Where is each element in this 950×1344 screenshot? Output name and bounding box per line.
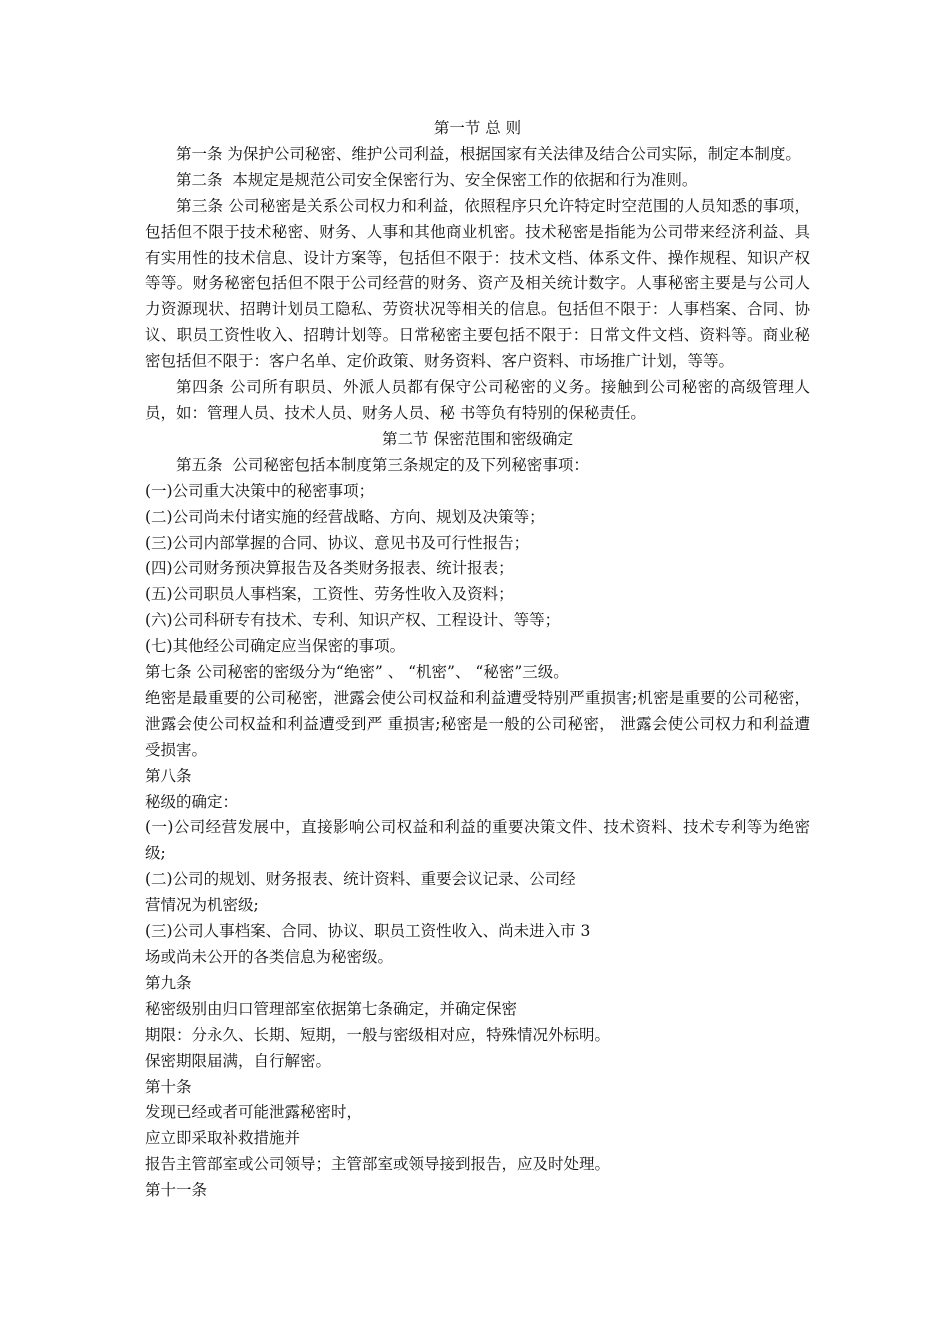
list-item: (四)公司财务预决算报告及各类财务报表、统计报表； xyxy=(145,559,514,578)
document-page xyxy=(145,116,810,1204)
article-9-line-a: 秘密级别由归口管理部室依据第七条确定，并确定保密 xyxy=(145,999,518,1018)
article-8-item-1: (一)公司经营发展中，直接影响公司权益和利益的重要决策文件、技术资料、技术专利等为绝密级; xyxy=(145,818,810,863)
article-8-heading: 第八条 xyxy=(145,766,192,785)
section-2-title: 第二节 保密范围和密级确定 xyxy=(382,429,573,448)
list-item: (七)其他经公司确定应当保密的事项。 xyxy=(145,637,406,656)
list-item: (五)公司职员人事档案，工资性、劳务性收入及资料； xyxy=(145,585,514,604)
article-8-item-3b: 场或尚未公开的各类信息为秘密级。 xyxy=(145,948,394,966)
article-7-description: 绝密是最重要的公司秘密，泄露会使公司权益和利益遭受特别严重损害;机密是重要的公司秘密，泄露会使公司权益和利益遭受到严 重损害;秘密是一般的公司秘密， 泄露会使公司权力和利益遭受损害。 xyxy=(145,688,810,759)
article-9-line-b: 期限：分永久、长期、短期，一般与密级相对应，特殊情况外标明。 xyxy=(145,1025,611,1044)
article-8-item-3a: (三)公司人事档案、合同、协议、职员工资性收入、尚未进入市 3 xyxy=(145,922,591,941)
article-7: 第七条 公司秘密的密级分为“绝密” 、 “机密”、 “秘密”三级。 xyxy=(145,663,569,682)
list-item: (二)公司尚未付诸实施的经营战略、方向、规划及决策等； xyxy=(145,507,545,526)
article-10-line-c: 报告主管部室或公司领导；主管部室或领导接到报告，应及时处理。 xyxy=(145,1155,611,1174)
article-8-item-2a: (二)公司的规划、财务报表、统计资料、重要会议记录、公司经 xyxy=(145,870,576,889)
list-item: (一)公司重大决策中的秘密事项； xyxy=(145,481,375,500)
section-1-title: 第一节 总 则 xyxy=(433,119,522,137)
article-4: 第四条 公司所有职员、外派人员都有保守公司秘密的义务。接触到公司秘密的高级管理人员，如：管理人员、技术人员、财务人员、秘 书等负有特别的保秘责任。 xyxy=(145,378,810,422)
article-3: 第三条 公司秘密是关系公司权力和利益，依照程序只允许特定时空范围的人员知悉的事项，包括但不限于技术秘密、财务、人事和其他商业机密。技术秘密是指能为公司带来经济利益、具有实用性的技术信息、设计方案等，包括但不限于：技术文档、体系文件、操作规程、知识产权等等。财务秘密包括但不限于公司经营的财务、资产及相关统计数字。人事秘密主要是与公司人力资源现状、招聘计划员工隐私、劳资状况等相关的信息。包括但不限于：人事档案、合同、协议、职员工资性收入、招聘计划等。日常秘密主要包括不限于：日常文件文档、资料等。商业秘密包括但不限于：客户名单、定价政策、财务资料、客户资料、市场推广计划，等等。 xyxy=(145,196,810,371)
article-10-line-b: 应立即采取补救措施并 xyxy=(145,1129,301,1148)
article-1: 第一条 为保护公司秘密、维护公司利益，根据国家有关法律及结合公司实际，制定本制度。 xyxy=(176,144,801,163)
article-11-heading: 第十一条 xyxy=(145,1181,208,1200)
article-9-line-c: 保密期限届满，自行解密。 xyxy=(145,1051,332,1070)
article-10-line-a: 发现已经或者可能泄露秘密时， xyxy=(145,1103,363,1122)
list-item: (六)公司科研专有技术、专利、知识产权、工程设计、等等； xyxy=(145,611,561,630)
article-8-item-2b: 营情况为机密级; xyxy=(145,896,259,915)
list-item: (三)公司内部掌握的合同、协议、意见书及可行性报告； xyxy=(145,533,530,552)
article-5: 第五条 公司秘密包括本制度第三条规定的及下列秘密事项： xyxy=(176,455,589,474)
article-2: 第二条 本规定是规范公司安全保密行为、安全保密工作的依据和行为准则。 xyxy=(176,170,698,189)
article-9-heading: 第九条 xyxy=(145,973,192,992)
article-8-intro: 秘级的确定： xyxy=(145,792,239,811)
article-10-heading: 第十条 xyxy=(145,1077,192,1096)
